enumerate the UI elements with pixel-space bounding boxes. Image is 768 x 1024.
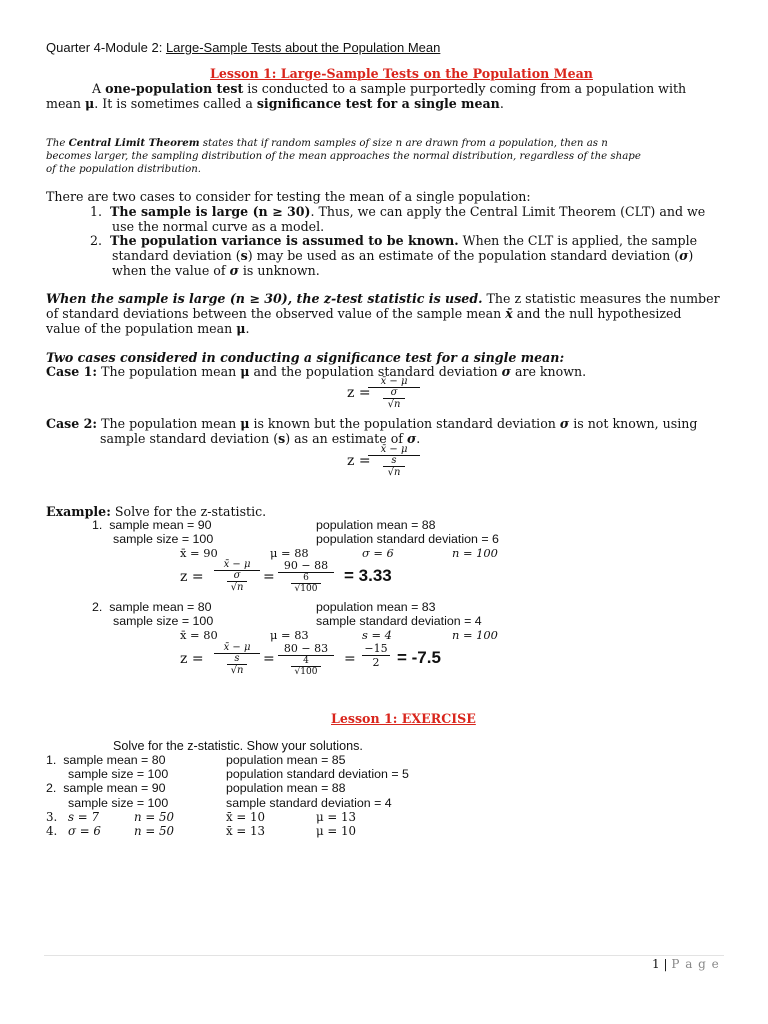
exercise-item-3-mu: μ = 13 bbox=[316, 810, 357, 824]
exercise-item-2c: sample size = 100 bbox=[68, 796, 169, 810]
case-item-1-line2: use the normal curve as a model. bbox=[112, 219, 325, 234]
example1-val-n: n = 100 bbox=[452, 546, 498, 560]
footer-divider bbox=[44, 955, 724, 956]
example2-fraction-symbolic: x̄ − μ s √n bbox=[214, 642, 260, 676]
formula2-fraction: x̄ − μ s √n bbox=[368, 444, 420, 478]
example1-result: = 3.33 bbox=[344, 566, 392, 585]
exercise-item-1d: population standard deviation = 5 bbox=[226, 767, 409, 781]
example2-line1a: 2. sample mean = 80 bbox=[92, 600, 212, 614]
example2-line2a: sample size = 100 bbox=[113, 614, 214, 628]
exercise-item-4-mu: μ = 10 bbox=[316, 824, 357, 838]
exercise-item-4-sigma: σ = 6 bbox=[68, 824, 101, 838]
clt-line3: of the population distribution. bbox=[46, 164, 202, 175]
exercise-item-2b: population mean = 88 bbox=[226, 781, 346, 795]
case-item-2-line2: standard deviation (s) may be used as an estimate of the population standard deviation (σ) bbox=[112, 248, 694, 263]
exercise-item-1b: population mean = 85 bbox=[226, 753, 346, 767]
formula1-z: z = bbox=[347, 385, 371, 401]
exercise-item-4-xbar: x̄ = 13 bbox=[226, 824, 266, 838]
example1-line2b: population standard deviation = 6 bbox=[316, 532, 499, 546]
two-cases-heading: Two cases considered in conducting a significance test for a single mean: bbox=[46, 350, 565, 365]
example2-val-mu: μ = 83 bbox=[270, 628, 309, 642]
example2-eq1: = bbox=[263, 651, 275, 667]
exercise-item-2a: 2. sample mean = 90 bbox=[46, 781, 166, 795]
exercise-item-2d: sample standard deviation = 4 bbox=[226, 796, 392, 810]
ztest-line3: value of the population mean μ. bbox=[46, 321, 250, 336]
exercise-item-3-num: 3. bbox=[46, 810, 58, 824]
exercise-item-4-n: n = 50 bbox=[134, 824, 174, 838]
exercise-item-3-s: s = 7 bbox=[68, 810, 99, 824]
page-footer: 1 | P a g e bbox=[652, 957, 720, 971]
intro-paragraph-line2: mean μ. It is sometimes called a significance test for a single mean. bbox=[46, 96, 504, 111]
ztest-line2: of standard deviations between the observed value of the sample mean x̄ and the null hypothesized bbox=[46, 306, 682, 321]
example1-eq: = bbox=[263, 569, 275, 585]
example2-fraction-simplified: $\frac{-15}{2}$ bbox=[362, 642, 390, 669]
example2-eq2: = bbox=[344, 651, 356, 667]
case2-text-line2: sample standard deviation (s) as an estimate of σ. bbox=[100, 431, 421, 446]
case2-text: Case 2: The population mean μ is known but the population standard deviation σ is not known, using bbox=[46, 416, 698, 431]
example2-line2b: sample standard deviation = 4 bbox=[316, 614, 482, 628]
example1-val-mu: μ = 88 bbox=[270, 546, 309, 560]
exercise-intro: Solve for the z-statistic. Show your solutions. bbox=[113, 739, 363, 753]
example2-val-xbar: x̄ = 80 bbox=[180, 628, 218, 642]
exercise-item-1a: 1. sample mean = 80 bbox=[46, 753, 166, 767]
example1-line1b: population mean = 88 bbox=[316, 518, 436, 532]
ztest-line1: When the sample is large (n ≥ 30), the z-test statistic is used. The z statistic measures the number bbox=[46, 291, 720, 306]
example2-result: = -7.5 bbox=[397, 648, 441, 667]
example1-line1a: 1. sample mean = 90 bbox=[92, 518, 212, 532]
exercise-heading: Lesson 1: EXERCISE bbox=[331, 711, 476, 726]
case-item-1: 1. The sample is large (n ≥ 30). Thus, we can apply the Central Limit Theorem (CLT) and we bbox=[90, 204, 706, 219]
cases-intro: There are two cases to consider for testing the mean of a single population: bbox=[46, 189, 531, 204]
clt-line1: The Central Limit Theorem states that if random samples of size n are drawn from a population, then as n bbox=[46, 137, 608, 149]
module-label: Quarter 4-Module 2: bbox=[46, 40, 166, 55]
case1-text: Case 1: The population mean μ and the population standard deviation σ are known. bbox=[46, 364, 587, 379]
case-item-2-line3: when the value of σ is unknown. bbox=[112, 263, 320, 278]
module-title bbox=[46, 40, 440, 55]
formula2-z: z = bbox=[347, 453, 371, 469]
case-item-2: 2. The population variance is assumed to be known. When the CLT is applied, the sample bbox=[90, 233, 698, 248]
example1-fraction-numeric: 90 − 88 6 √100 bbox=[278, 559, 334, 595]
example1-val-sigma: σ = 6 bbox=[362, 546, 394, 560]
clt-line2: becomes larger, the sampling distribution of the mean approaches the normal distribution, regardless of the shape bbox=[46, 151, 641, 162]
example2-z: z = bbox=[180, 651, 204, 667]
exercise-item-3-xbar: x̄ = 10 bbox=[226, 810, 266, 824]
example-heading: Example: Solve for the z-statistic. bbox=[46, 504, 267, 519]
example2-val-n: n = 100 bbox=[452, 628, 498, 642]
example1-fraction-symbolic: x̄ − μ σ √n bbox=[214, 559, 260, 593]
intro-paragraph-line1: A one-population test is conducted to a sample purportedly coming from a population with bbox=[92, 81, 687, 96]
example2-line1b: population mean = 83 bbox=[316, 600, 436, 614]
example2-val-s: s = 4 bbox=[362, 628, 392, 642]
example1-z: z = bbox=[180, 569, 204, 585]
exercise-item-3-n: n = 50 bbox=[134, 810, 174, 824]
formula1-fraction: x̄ − μ σ √n bbox=[368, 376, 420, 410]
module-topic: Large-Sample Tests about the Population Mean bbox=[165, 40, 441, 55]
exercise-item-1c: sample size = 100 bbox=[68, 767, 169, 781]
example1-val-xbar: x̄ = 90 bbox=[180, 546, 218, 560]
exercise-item-4-num: 4. bbox=[46, 824, 58, 838]
example1-line2a: sample size = 100 bbox=[113, 532, 214, 546]
lesson-heading: Lesson 1: Large-Sample Tests on the Population Mean bbox=[210, 66, 593, 81]
example2-fraction-numeric: 80 − 83 4 √100 bbox=[278, 642, 334, 678]
